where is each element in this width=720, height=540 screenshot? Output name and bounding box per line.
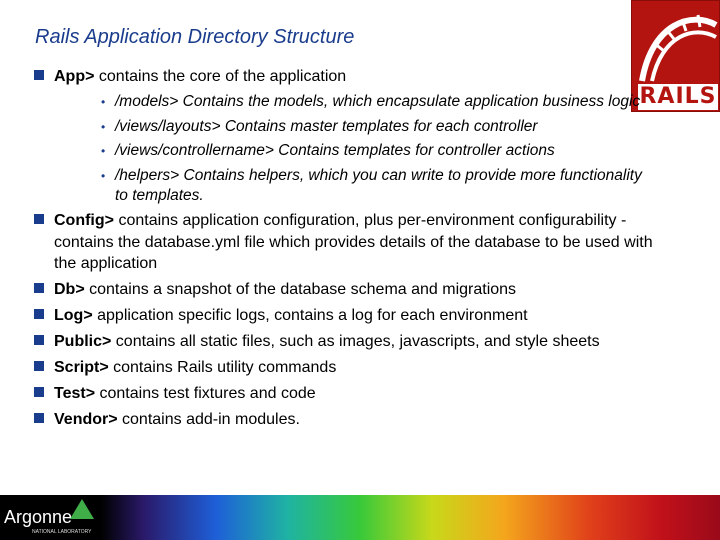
item-text: contains all static files, such as images, javascripts, and style sheets xyxy=(111,333,600,350)
sub-list-item xyxy=(34,92,654,112)
subitem-text: /models> Contains the models, which encapsulate application business logic xyxy=(115,93,641,110)
item-label: Config> xyxy=(54,212,114,229)
bullet-dot-icon: • xyxy=(101,119,106,134)
list-item xyxy=(34,357,654,379)
list-item xyxy=(34,409,654,431)
bullet-square-icon xyxy=(34,361,44,371)
item-text: contains test fixtures and code xyxy=(95,385,316,402)
item-text: contains Rails utility commands xyxy=(108,359,337,376)
list-item xyxy=(34,305,654,327)
bullet-square-icon xyxy=(34,214,44,224)
bullet-square-icon xyxy=(34,413,44,423)
item-text: application specific logs, contains a log for each environment xyxy=(92,307,528,324)
item-text: contains add-in modules. xyxy=(117,411,300,428)
item-text: contains application configuration, plus per-environment configurability - contains the database.yml file which provides details of the database to be used with the application xyxy=(54,212,653,272)
item-label: Db> xyxy=(54,281,85,298)
item-label: Script> xyxy=(54,359,109,376)
sub-list-item xyxy=(34,117,654,137)
list-item xyxy=(34,331,654,353)
page-number: 11 xyxy=(690,486,700,496)
bullet-square-icon xyxy=(34,387,44,397)
item-label: Test> xyxy=(54,385,96,402)
argonne-triangle-icon xyxy=(70,499,94,519)
bullet-square-icon xyxy=(34,283,44,293)
list-item xyxy=(34,383,654,405)
list-item xyxy=(34,210,654,275)
bullet-dot-icon: • xyxy=(101,144,106,158)
subitem-text: /views/layouts> Contains master templates for each controller xyxy=(115,117,538,135)
subitem-text: /views/controllername> Contains templates for controller actions xyxy=(115,142,555,159)
argonne-logo-subtext: NATIONAL LABORATORY xyxy=(32,529,92,535)
slide-title: Rails Application Directory Structure xyxy=(35,26,355,48)
item-label: Public> xyxy=(54,333,112,350)
item-label: Log> xyxy=(54,307,93,324)
argonne-logo xyxy=(4,507,92,535)
item-text: contains the core of the application xyxy=(94,68,347,85)
item-label: Vendor> xyxy=(54,411,118,428)
list-item xyxy=(34,66,654,88)
item-label: App> xyxy=(54,68,95,85)
argonne-logo-text: Argonne xyxy=(4,507,73,527)
bullet-dot-icon: • xyxy=(101,168,106,183)
list-item xyxy=(34,279,654,301)
bullet-list xyxy=(34,66,654,435)
item-text: contains a snapshot of the database schema and migrations xyxy=(84,281,517,298)
sub-list-item xyxy=(34,166,654,206)
bullet-square-icon xyxy=(34,335,44,345)
bullet-square-icon xyxy=(34,70,44,80)
bullet-square-icon xyxy=(34,309,44,319)
rails-logo-text: RAILS xyxy=(639,84,717,109)
footer-bar xyxy=(0,495,720,540)
subitem-text: /helpers> Contains helpers, which you can write to provide more functionality to templates. xyxy=(115,166,642,204)
bullet-dot-icon: • xyxy=(101,95,106,109)
sub-list-item xyxy=(34,141,654,161)
